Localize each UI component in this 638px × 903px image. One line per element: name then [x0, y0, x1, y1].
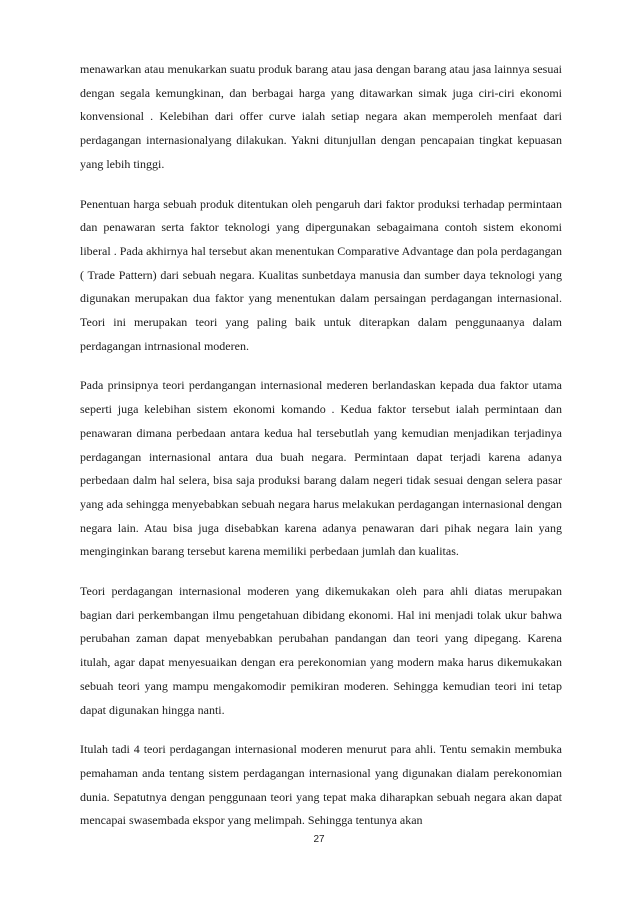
page-number: 27 — [313, 834, 325, 845]
paragraph-5: Itulah tadi 4 teori perdagangan internasional moderen menurut para ahli. Tentu semakin membuka pemahaman anda tentang sistem perdagangan internasional yang digunakan dialam perekonomian dunia. Sepatutnya dengan penggunaan teori yang tepat maka diharapkan sebuah negara akan dapat mencapai swasembada ekspor yang melimpah. Sehingga tentunya akan — [80, 742, 562, 828]
document-body — [80, 58, 562, 849]
paragraph-1: menawarkan atau menukarkan suatu produk barang atau jasa dengan barang atau jasa lainnya sesuai dengan segala kemungkinan, dan berbagai harga yang ditawarkan simak juga ciri-ciri ekonomi konvensional . Kelebihan dari offer curve ialah setiap negara akan memperoleh menfaat dari perdagangan internasionalyang dilakukan. Yakni ditunjullan dengan pencapaian tingkat kepuasan yang lebih tinggi. — [80, 62, 562, 171]
paragraph-3: Pada prinsipnya teori perdangangan internasional mederen berlandaskan kepada dua faktor utama seperti juga kelebihan sistem ekonomi komando . Kedua faktor tersebut ialah permintaan dan penawaran dimana perbedaan antara kedua hal tersebutlah yang kemudian menjadikan terjadinya perdagangan internasional antara dua buah negara. Permintaan dapat terjadi karena adanya perbedaan dalm hal selera, bisa saja produksi barang dalam negeri tidak sesuai dengan selera pasar yang ada sehingga menyebabkan sebuah negara harus melakukan perdagangan internasional dengan negara lain. Atau bisa juga disebabkan karena adanya penawaran dari pihak negara lain yang menginginkan barang tersebut karena memiliki perbedaan jumlah dan kualitas. — [80, 378, 562, 559]
paragraph-4: Teori perdagangan internasional moderen yang dikemukakan oleh para ahli diatas merupakan bagian dari perkembangan ilmu pengetahuan dibidang ekonomi. Hal ini menjadi tolak ukur bahwa perubahan zaman dapat menyebabkan perubahan pandangan dan teori yang dipegang. Karena itulah, agar dapat menyesuaikan dengan era perekonomian yang modern maka harus dikemukakan sebuah teori yang mampu mengakomodir pemikiran moderen. Sehingga kemudian teori ini tetap dapat digunakan hingga nanti. — [80, 584, 562, 717]
paragraph-2: Penentuan harga sebuah produk ditentukan oleh pengaruh dari faktor produksi terhadap permintaan dan penawaran serta faktor teknologi yang dipergunakan sebagaimana contoh sistem ekonomi liberal . Pada akhirnya hal tersebut akan menentukan Comparative Advantage dan pola perdagangan ( Trade Pattern) dari sebuah negara. Kualitas sunbetdaya manusia dan sumber daya teknologi yang digunakan merupakan dua faktor yang menentukan dalam persaingan perdagangan internasional. Teori ini merupakan teori yang paling baik untuk diterapkan dalam penggunaanya dalam perdagangan intrnasional moderen. — [80, 196, 562, 353]
